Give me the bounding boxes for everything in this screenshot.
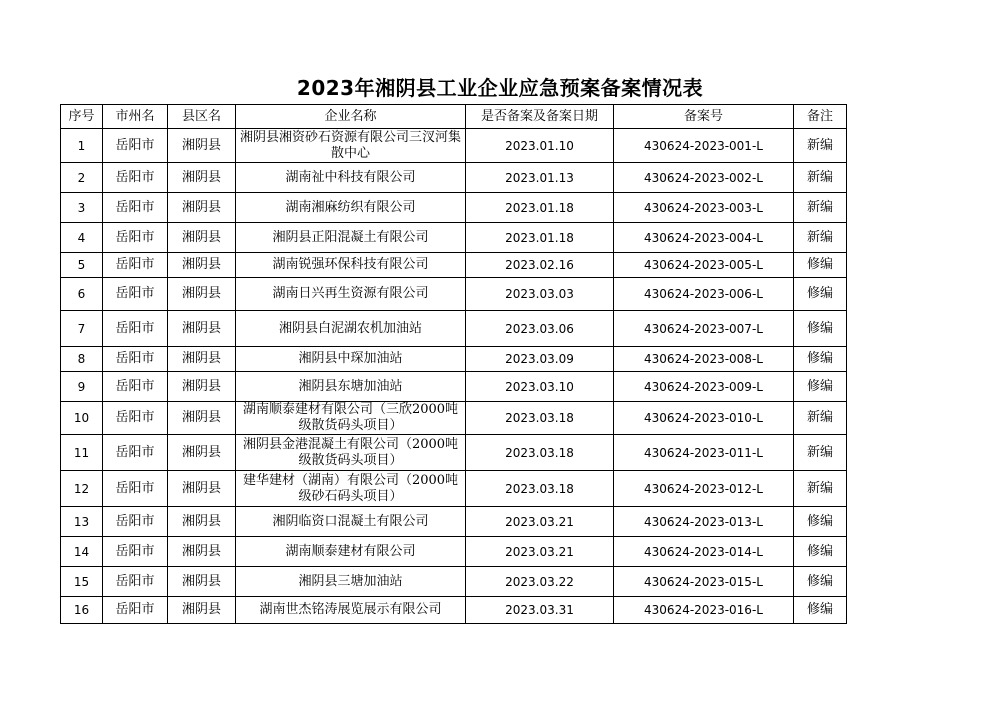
cell-county: 湘阴县 (168, 435, 236, 471)
cell-city: 岳阳市 (103, 311, 168, 347)
header-filing-date: 是否备案及备案日期 (466, 105, 614, 129)
cell-filing-code: 430624-2023-011-L (614, 435, 794, 471)
cell-city: 岳阳市 (103, 597, 168, 624)
table-row (61, 193, 847, 223)
cell-filing-code: 430624-2023-010-L (614, 402, 794, 435)
cell-filing-code: 430624-2023-001-L (614, 129, 794, 163)
cell-note: 新编 (794, 129, 847, 163)
header-city: 市州名 (103, 105, 168, 129)
cell-seq: 3 (61, 193, 103, 223)
cell-company: 湘阴县正阳混凝土有限公司 (236, 223, 466, 253)
cell-filing-date: 2023.03.18 (466, 402, 614, 435)
cell-county: 湘阴县 (168, 567, 236, 597)
table-row (61, 253, 847, 278)
cell-county: 湘阴县 (168, 129, 236, 163)
cell-seq: 7 (61, 311, 103, 347)
cell-seq: 9 (61, 372, 103, 402)
cell-filing-code: 430624-2023-004-L (614, 223, 794, 253)
cell-company: 湘阴县东塘加油站 (236, 372, 466, 402)
cell-filing-date: 2023.01.18 (466, 193, 614, 223)
cell-filing-date: 2023.01.13 (466, 163, 614, 193)
cell-filing-date: 2023.01.18 (466, 223, 614, 253)
cell-seq: 2 (61, 163, 103, 193)
cell-filing-code: 430624-2023-006-L (614, 278, 794, 311)
cell-county: 湘阴县 (168, 163, 236, 193)
cell-county: 湘阴县 (168, 537, 236, 567)
cell-note: 修编 (794, 537, 847, 567)
table-row (61, 537, 847, 567)
cell-city: 岳阳市 (103, 129, 168, 163)
table-row (61, 507, 847, 537)
cell-filing-date: 2023.03.31 (466, 597, 614, 624)
header-company: 企业名称 (236, 105, 466, 129)
cell-county: 湘阴县 (168, 402, 236, 435)
cell-seq: 6 (61, 278, 103, 311)
cell-city: 岳阳市 (103, 372, 168, 402)
header-seq: 序号 (61, 105, 103, 129)
cell-seq: 12 (61, 471, 103, 507)
header-county: 县区名 (168, 105, 236, 129)
cell-note: 修编 (794, 347, 847, 372)
cell-filing-code: 430624-2023-008-L (614, 347, 794, 372)
cell-city: 岳阳市 (103, 347, 168, 372)
cell-filing-code: 430624-2023-016-L (614, 597, 794, 624)
cell-filing-date: 2023.01.10 (466, 129, 614, 163)
cell-company: 湘阴县金港混凝土有限公司（2000吨级散货码头项目） (236, 435, 466, 471)
cell-city: 岳阳市 (103, 253, 168, 278)
table-row (61, 347, 847, 372)
cell-filing-date: 2023.03.10 (466, 372, 614, 402)
table-row (61, 597, 847, 624)
cell-seq: 8 (61, 347, 103, 372)
cell-filing-date: 2023.03.03 (466, 278, 614, 311)
cell-note: 修编 (794, 597, 847, 624)
cell-county: 湘阴县 (168, 507, 236, 537)
cell-county: 湘阴县 (168, 193, 236, 223)
cell-filing-code: 430624-2023-012-L (614, 471, 794, 507)
cell-note: 修编 (794, 253, 847, 278)
cell-seq: 11 (61, 435, 103, 471)
document-title: 2023年湘阴县工业企业应急预案备案情况表 (296, 76, 704, 100)
cell-county: 湘阴县 (168, 372, 236, 402)
cell-filing-code: 430624-2023-015-L (614, 567, 794, 597)
cell-filing-code: 430624-2023-013-L (614, 507, 794, 537)
cell-county: 湘阴县 (168, 347, 236, 372)
cell-filing-date: 2023.02.16 (466, 253, 614, 278)
cell-company: 湖南顺泰建材有限公司（三欣2000吨级散货码头项目） (236, 402, 466, 435)
cell-note: 新编 (794, 223, 847, 253)
cell-note: 新编 (794, 435, 847, 471)
filing-records-table (60, 104, 847, 624)
table-row (61, 567, 847, 597)
table-row (61, 471, 847, 507)
cell-company: 湖南顺泰建材有限公司 (236, 537, 466, 567)
cell-company: 湘阴县湘资砂石资源有限公司三汊河集散中心 (236, 129, 466, 163)
cell-county: 湘阴县 (168, 311, 236, 347)
cell-filing-date: 2023.03.09 (466, 347, 614, 372)
cell-city: 岳阳市 (103, 223, 168, 253)
table-row (61, 311, 847, 347)
cell-note: 修编 (794, 278, 847, 311)
cell-city: 岳阳市 (103, 278, 168, 311)
cell-company: 湘阴临资口混凝土有限公司 (236, 507, 466, 537)
cell-company: 建华建材（湖南）有限公司（2000吨级砂石码头项目） (236, 471, 466, 507)
cell-note: 修编 (794, 372, 847, 402)
table-row (61, 223, 847, 253)
cell-filing-code: 430624-2023-005-L (614, 253, 794, 278)
cell-city: 岳阳市 (103, 471, 168, 507)
cell-note: 修编 (794, 567, 847, 597)
cell-filing-code: 430624-2023-009-L (614, 372, 794, 402)
cell-seq: 15 (61, 567, 103, 597)
table-row (61, 129, 847, 163)
cell-seq: 5 (61, 253, 103, 278)
cell-seq: 4 (61, 223, 103, 253)
cell-company: 湘阴县三塘加油站 (236, 567, 466, 597)
header-filing-code: 备案号 (614, 105, 794, 129)
cell-note: 修编 (794, 507, 847, 537)
table-body (61, 129, 847, 624)
cell-filing-date: 2023.03.21 (466, 507, 614, 537)
cell-note: 新编 (794, 402, 847, 435)
table-header-row (61, 105, 847, 129)
cell-city: 岳阳市 (103, 567, 168, 597)
cell-county: 湘阴县 (168, 597, 236, 624)
cell-filing-date: 2023.03.21 (466, 537, 614, 567)
cell-filing-date: 2023.03.22 (466, 567, 614, 597)
header-note: 备注 (794, 105, 847, 129)
cell-seq: 14 (61, 537, 103, 567)
cell-city: 岳阳市 (103, 435, 168, 471)
cell-seq: 10 (61, 402, 103, 435)
table-row (61, 435, 847, 471)
cell-note: 新编 (794, 193, 847, 223)
cell-city: 岳阳市 (103, 193, 168, 223)
cell-city: 岳阳市 (103, 402, 168, 435)
cell-filing-code: 430624-2023-002-L (614, 163, 794, 193)
cell-city: 岳阳市 (103, 537, 168, 567)
table-row (61, 163, 847, 193)
cell-company: 湖南世杰铭涛展览展示有限公司 (236, 597, 466, 624)
cell-filing-code: 430624-2023-014-L (614, 537, 794, 567)
cell-city: 岳阳市 (103, 507, 168, 537)
cell-company: 湖南祉中科技有限公司 (236, 163, 466, 193)
cell-company: 湖南日兴再生资源有限公司 (236, 278, 466, 311)
cell-company: 湖南锐强环保科技有限公司 (236, 253, 466, 278)
cell-county: 湘阴县 (168, 223, 236, 253)
cell-county: 湘阴县 (168, 278, 236, 311)
table-row (61, 278, 847, 311)
cell-filing-date: 2023.03.18 (466, 471, 614, 507)
cell-seq: 16 (61, 597, 103, 624)
cell-note: 修编 (794, 311, 847, 347)
cell-company: 湘阴县白泥湖农机加油站 (236, 311, 466, 347)
cell-county: 湘阴县 (168, 471, 236, 507)
cell-filing-code: 430624-2023-003-L (614, 193, 794, 223)
cell-seq: 1 (61, 129, 103, 163)
cell-note: 新编 (794, 163, 847, 193)
cell-city: 岳阳市 (103, 163, 168, 193)
cell-filing-code: 430624-2023-007-L (614, 311, 794, 347)
cell-filing-date: 2023.03.06 (466, 311, 614, 347)
cell-company: 湖南湘麻纺织有限公司 (236, 193, 466, 223)
cell-company: 湘阴县中琛加油站 (236, 347, 466, 372)
table-row (61, 372, 847, 402)
cell-seq: 13 (61, 507, 103, 537)
cell-note: 新编 (794, 471, 847, 507)
cell-filing-date: 2023.03.18 (466, 435, 614, 471)
table-row (61, 402, 847, 435)
cell-county: 湘阴县 (168, 253, 236, 278)
